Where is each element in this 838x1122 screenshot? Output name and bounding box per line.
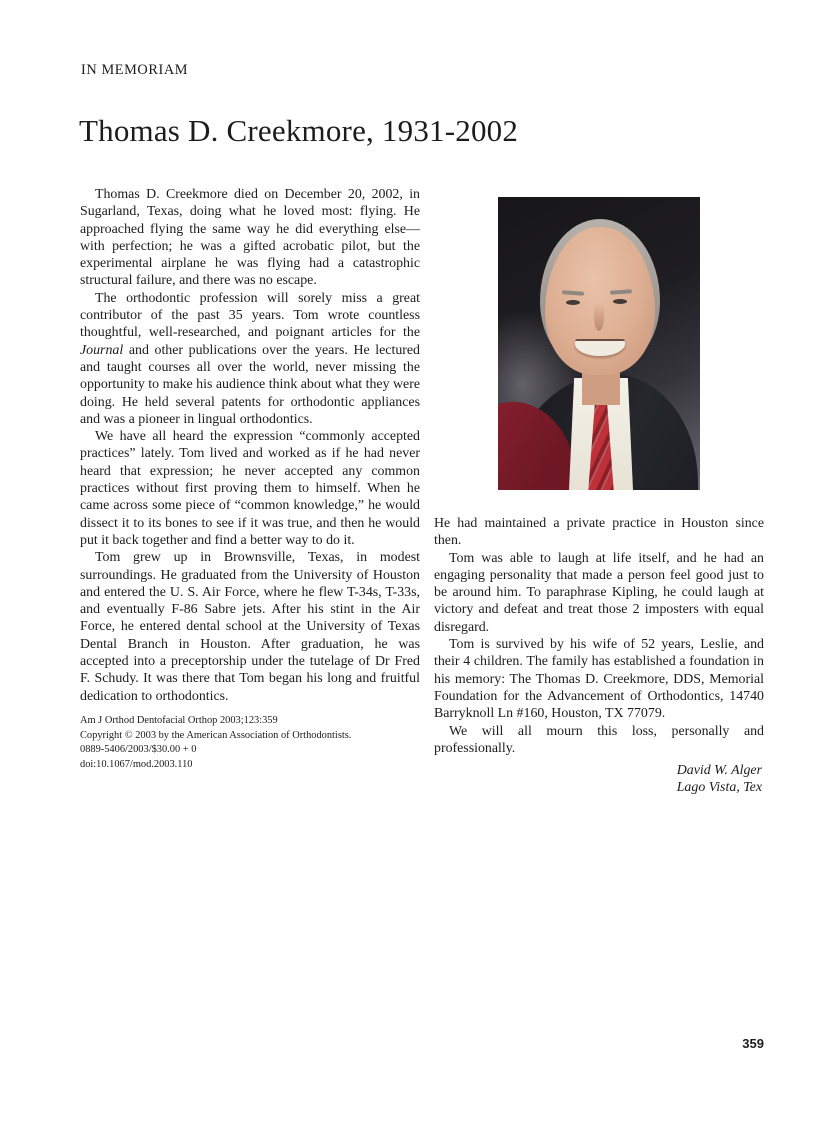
journal-name-italic: Journal <box>80 342 124 358</box>
signature-block <box>434 762 764 797</box>
section-kicker: IN MEMORIAM <box>81 62 189 78</box>
portrait-eyebrow-right <box>610 289 632 295</box>
paragraph-text-after-journal: and other publications over the years. He lectured and taught courses all over the world, never missing the opportunity to make his audience think about what they were doing. He held several patents for orthodontic appliances and was a pioneer in lingual orthodontics. <box>80 342 420 427</box>
paragraph-biography: Tom grew up in Brownsville, Texas, in modest surroundings. He graduated from the University of Houston and entered the U. S. Air Force, where he flew T-34s, T-33s, and eventually F-86 Sabre jets. After his stint in the Air Force, he entered dental school at the University of Texas Dental Branch in Houston. After graduation, he was accepted into a preceptorship under the tutelage of Dr Fred F. Schudy. It was there that Tom began his long and fruitful dedication to orthodontics. <box>80 550 420 704</box>
portrait-photo <box>498 197 700 490</box>
journal-footnote <box>80 714 420 772</box>
paragraph-common-practices: We have all heard the expression “commonly accepted practices” lately. Tom lived and worked as if he had never heard that expression; he never accepted any common practices without first proving them to himself. When he came across some piece of “common knowledge,” he would dissect it to its bones to see if it was true, and then he would put it back together and find a better way to do it. <box>80 429 420 548</box>
issn-price-line: 0889-5406/2003/$30.00 + 0 <box>80 744 197 756</box>
signature-name: David W. Alger <box>676 763 762 779</box>
copyright-line: Copyright © 2003 by the American Association of Orthodontists. <box>80 729 352 741</box>
portrait-smile <box>575 339 625 356</box>
doi-line: doi:10.1067/mod.2003.110 <box>80 758 193 770</box>
portrait-eyebrow-left <box>562 290 584 296</box>
portrait-nose <box>594 303 604 331</box>
paragraph-private-practice: He had maintained a private practice in Houston since then. <box>434 516 764 549</box>
article-body <box>80 186 764 797</box>
citation-line: Am J Orthod Dentofacial Orthop 2003;123:359 <box>80 714 278 726</box>
paragraph-obituary-death: Thomas D. Creekmore died on December 20, 2002, in Sugarland, Texas, doing what he loved most: flying. He approached flying the same way he did everything else—with perfection; he was a gifted acrobatic pilot, but the experimental airplane he was flying had a catastrophic structural failure, and there was no escape. <box>80 187 420 289</box>
page-title: Thomas D. Creekmore, 1931-2002 <box>79 113 519 148</box>
paragraph-personality: Tom was able to laugh at life itself, and he had an engaging personality that made a person feel good just to be around him. To paraphrase Kipling, he could laugh at victory and defeat and treat those 2 imposters with equal disregard. <box>434 550 764 635</box>
portrait-eye-right <box>613 299 627 304</box>
paragraph-profession <box>80 290 420 428</box>
portrait-eye-left <box>566 300 580 305</box>
signature-location: Lago Vista, Tex <box>676 780 762 796</box>
paragraph-survivors-foundation: Tom is survived by his wife of 52 years, Leslie, and their 4 children. The family has established a foundation in his memory: The Thomas D. Creekmore, DDS, Memorial Foundation for the Advancement of Orthodontics, 14740 Barryknoll Ln #160, Houston, TX 77079. <box>434 637 764 722</box>
paragraph-mourning: We will all mourn this loss, personally and professionally. <box>434 723 764 756</box>
right-column <box>434 186 764 797</box>
left-column <box>80 186 420 797</box>
paragraph-text-before-journal: The orthodontic profession will sorely miss a great contributor of the past 35 years. Tom wrote countless thoughtful, well-researched, and poignant articles for the <box>80 290 420 341</box>
page-number: 359 <box>742 1036 764 1051</box>
